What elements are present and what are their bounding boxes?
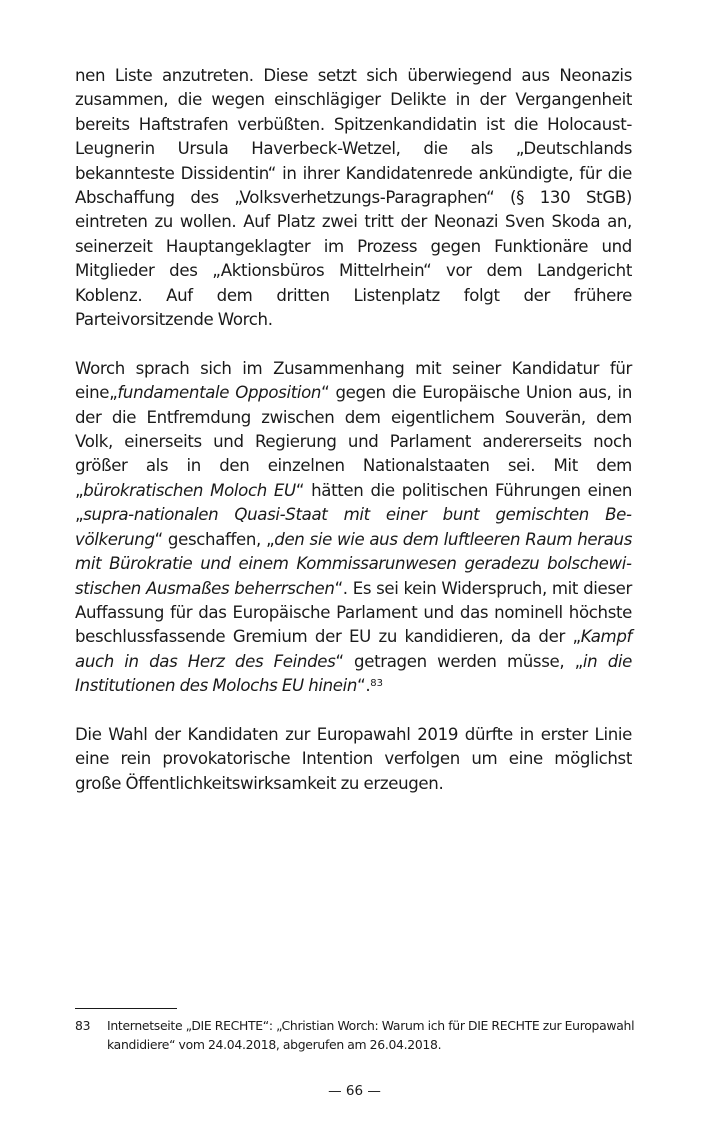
paragraph [75,723,632,796]
text-run: nen Liste anzutreten. Diese setzt sich überwiegend aus Neonazis zusammen, die wegen einschlägiger Delikte in der Vergangenheit bereits Haftstrafen verbüßten. Spitzenkandidatin ist die Holocaust-Leugnerin Ursula Haverbeck-Wetzel, die als „Deutschlands bekannteste Dissidentin“ in ihrer Kandidatenrede ankündigte, für die Abschaffung des „Volksverhetzungs-Paragraphen“ (§ 130 StGB) eintreten zu wollen. Auf Platz zwei tritt der Neonazi Sven Skoda an, seinerzeit Hauptangeklagter im Prozess gegen Funktionäre und Mitglieder des „Aktionsbüros Mittelrhein“ vor dem Landgericht Koblenz. Auf dem dritten Listenplatz folgt der frühere Parteivorsitzende Worch. [75,66,632,330]
paragraph [75,357,632,699]
text-run: “. Es sei kein Widerspruch, mit dieser Auffassung für das Europäische Parlament und das nominell höchste beschlussfassende Gremium der EU zu kandidieren, da der „ [75,578,632,647]
footnote-divider [75,1008,177,1009]
footnote-text: Internetseite „DIE RECHTE“: „Christian Worch: Warum ich für DIE RECHTE zur Europawahl kandidiere“ vom 24.04.2018, abgerufen am 26.04.2018. [107,1018,635,1052]
text-run: “ geschaffen, „ [154,529,275,549]
footnote [75,1016,635,1054]
paragraph [75,64,632,332]
footnote-number: 83 [75,1018,91,1033]
quoted-phrase: supra-nationalen Quasi-Staat mit einer bunt gemischten Bevölkerung [75,505,632,549]
quoted-phrase: fundamentale Opposition [117,383,322,403]
text-run: “ hätten die politischen Führungen einen „ [75,480,632,525]
text-run: “. [357,676,371,696]
text-run: “ getragen werden müsse, „ [335,651,583,671]
page-number: — 66 — [328,1083,381,1099]
text-run: Die Wahl der Kandidaten zur Europawahl 2019 dürfte in erster Linie eine rein provokatorische Intention verfolgen um eine möglichst große Öffentlichkeitswirksamkeit zu erzeugen. [75,724,632,793]
quoted-phrase: Kampf auch in das Herz des Feindes [75,627,632,671]
text-run: “ gegen die Europäische Union aus, in der die Entfremdung zwischen dem eigentlichem Souverän, dem Volk, einerseits und Regierung und Parlament andererseits noch größer als in den einzelnen Nationalstaaten sei. Mit dem „ [75,383,632,500]
text-run: Worch sprach sich im Zusammenhang mit seiner Kandidatur für eine„ [75,358,632,403]
footnote-reference: 83 [370,678,383,690]
quoted-phrase: bürokratischen Moloch EU [83,480,296,500]
quoted-phrase: in die Institutionen des Molochs EU hinein [75,651,632,696]
quoted-phrase: den sie wie aus dem luftleeren Raum heraus mit Bürokratie und einem Kommissarunwesen geradezu bolschewistischen Ausmaßes beherrschen [75,529,633,598]
body-text [75,64,632,796]
